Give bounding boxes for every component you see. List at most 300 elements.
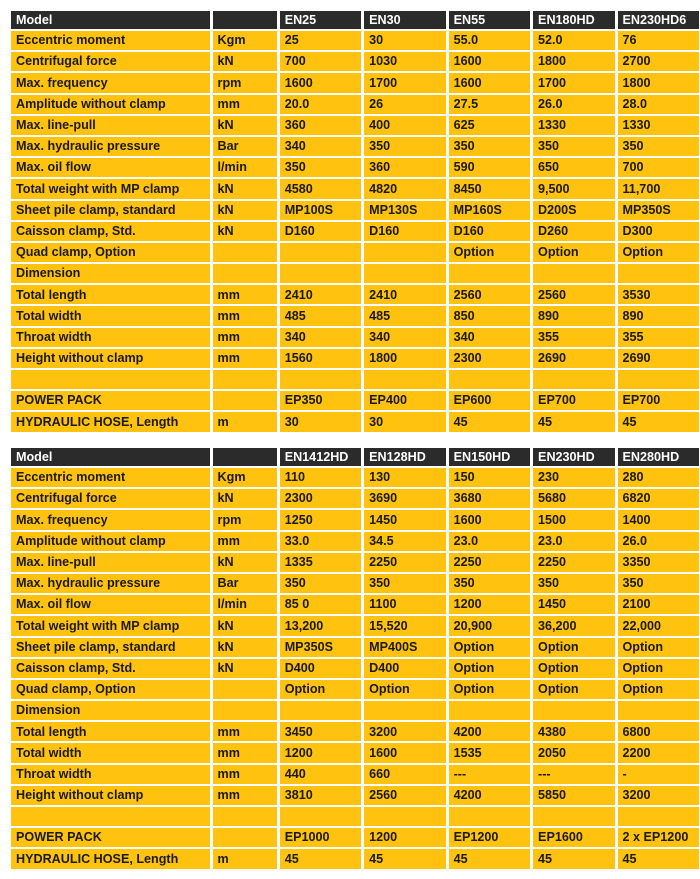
row-value: Option (449, 638, 530, 657)
header-model-name: EN150HD (449, 448, 530, 466)
row-value: 52.0 (533, 31, 614, 50)
row-unit: kN (213, 616, 277, 635)
row-value: 2560 (449, 285, 530, 304)
header-unit-cell (213, 11, 277, 29)
row-label: Caisson clamp, Std. (11, 659, 210, 678)
row-label (11, 370, 210, 389)
row-value: 3200 (364, 722, 445, 741)
row-label: Max. line-pull (11, 116, 210, 135)
row-value: 3450 (280, 722, 361, 741)
header-row (11, 448, 699, 466)
row-value: 1030 (364, 52, 445, 71)
row-unit (213, 680, 277, 699)
table-row (11, 179, 699, 198)
row-value: D300 (618, 222, 700, 241)
row-value: 1560 (280, 349, 361, 368)
row-value: 2700 (618, 52, 700, 71)
row-value: 4200 (449, 722, 530, 741)
row-value: Option (533, 680, 614, 699)
header-model-name: EN230HD (533, 448, 614, 466)
row-value: 45 (618, 412, 700, 431)
row-value: 26.0 (618, 532, 700, 551)
row-value: EP1000 (280, 828, 361, 847)
row-value: 485 (280, 306, 361, 325)
header-model-name: EN25 (280, 11, 361, 29)
row-value: 8450 (449, 179, 530, 198)
row-value (618, 807, 700, 826)
spec-table-1 (8, 9, 700, 434)
table-row (11, 158, 699, 177)
table-row (11, 680, 699, 699)
row-value: 350 (618, 574, 700, 593)
row-value: 1200 (280, 743, 361, 762)
row-value: EP400 (364, 391, 445, 410)
table-row (11, 701, 699, 720)
row-value: 22,000 (618, 616, 700, 635)
row-value: 440 (280, 765, 361, 784)
row-value: 350 (618, 137, 700, 156)
row-value: 2250 (533, 553, 614, 572)
row-value: 150 (449, 468, 530, 487)
row-label: Quad clamp, Option (11, 680, 210, 699)
row-value: 45 (618, 849, 700, 868)
row-value: 1600 (280, 73, 361, 92)
row-value: 350 (364, 574, 445, 593)
table-row (11, 31, 699, 50)
row-unit: l/min (213, 595, 277, 614)
row-label: Max. oil flow (11, 158, 210, 177)
row-value: 6820 (618, 489, 700, 508)
row-value: 1800 (618, 73, 700, 92)
row-label: Total length (11, 722, 210, 741)
row-value: 1800 (364, 349, 445, 368)
row-value: 45 (449, 412, 530, 431)
row-unit: rpm (213, 73, 277, 92)
row-value: 23.0 (533, 532, 614, 551)
row-value: 3810 (280, 786, 361, 805)
table-row (11, 532, 699, 551)
row-unit: kN (213, 116, 277, 135)
row-value: 20.0 (280, 95, 361, 114)
row-value: 2560 (364, 786, 445, 805)
row-value: 3530 (618, 285, 700, 304)
table-row (11, 95, 699, 114)
row-value: 890 (618, 306, 700, 325)
row-unit: kN (213, 222, 277, 241)
row-label: Eccentric moment (11, 31, 210, 50)
row-value: 5850 (533, 786, 614, 805)
row-value: 350 (533, 137, 614, 156)
row-value: 350 (449, 137, 530, 156)
row-value: 360 (280, 116, 361, 135)
row-value: 2250 (364, 553, 445, 572)
row-unit: kN (213, 489, 277, 508)
row-unit: kN (213, 52, 277, 71)
row-value: 45 (280, 849, 361, 868)
row-label: Max. frequency (11, 73, 210, 92)
row-value: 660 (364, 765, 445, 784)
row-value: 1450 (533, 595, 614, 614)
row-value: 1330 (618, 116, 700, 135)
row-unit: Bar (213, 137, 277, 156)
row-value: 3690 (364, 489, 445, 508)
row-value: 650 (533, 158, 614, 177)
table-row (11, 306, 699, 325)
row-value: 1700 (533, 73, 614, 92)
table-row (11, 722, 699, 741)
row-value: Option (364, 680, 445, 699)
row-label: HYDRAULIC HOSE, Length (11, 849, 210, 868)
row-value: 2200 (618, 743, 700, 762)
row-value: Option (449, 680, 530, 699)
row-value: 350 (364, 137, 445, 156)
row-unit: mm (213, 328, 277, 347)
row-unit: m (213, 849, 277, 868)
row-unit: mm (213, 722, 277, 741)
row-value: Option (618, 243, 700, 262)
row-value: 1500 (533, 510, 614, 529)
row-label: Max. line-pull (11, 553, 210, 572)
header-model-name: EN128HD (364, 448, 445, 466)
row-value: 2690 (533, 349, 614, 368)
row-value (618, 370, 700, 389)
table-row (11, 574, 699, 593)
table-row (11, 468, 699, 487)
row-value: 30 (280, 412, 361, 431)
table-row (11, 391, 699, 410)
row-value: Option (533, 638, 614, 657)
row-value: 350 (280, 158, 361, 177)
row-value: 485 (364, 306, 445, 325)
header-row (11, 11, 699, 29)
header-model-name: EN280HD (618, 448, 700, 466)
table-row (11, 370, 699, 389)
row-label: Total weight with MP clamp (11, 179, 210, 198)
row-value: 340 (449, 328, 530, 347)
row-unit: kN (213, 179, 277, 198)
row-value: 55.0 (449, 31, 530, 50)
row-label: Max. oil flow (11, 595, 210, 614)
row-value: 700 (280, 52, 361, 71)
row-value (280, 701, 361, 720)
row-label: POWER PACK (11, 828, 210, 847)
row-value: 2300 (449, 349, 530, 368)
row-unit (213, 243, 277, 262)
row-value: 230 (533, 468, 614, 487)
row-value: 400 (364, 116, 445, 135)
table-row (11, 489, 699, 508)
row-value: 3200 (618, 786, 700, 805)
row-value: EP700 (533, 391, 614, 410)
row-value: 1600 (364, 743, 445, 762)
header-model-name: EN1412HD (280, 448, 361, 466)
table-row (11, 638, 699, 657)
row-value: 6800 (618, 722, 700, 741)
row-label: Max. hydraulic pressure (11, 574, 210, 593)
row-label: Amplitude without clamp (11, 95, 210, 114)
table-row (11, 786, 699, 805)
row-value: 350 (449, 574, 530, 593)
row-value: 1200 (364, 828, 445, 847)
row-value: 1250 (280, 510, 361, 529)
row-value: 2690 (618, 349, 700, 368)
row-value (280, 243, 361, 262)
spec-table-2 (8, 446, 700, 871)
row-value: EP1600 (533, 828, 614, 847)
row-value: Option (280, 680, 361, 699)
row-value: 2100 (618, 595, 700, 614)
row-value (618, 264, 700, 283)
row-value: 4580 (280, 179, 361, 198)
row-value: 1700 (364, 73, 445, 92)
row-value: 340 (280, 328, 361, 347)
row-value: D260 (533, 222, 614, 241)
row-value: 2410 (364, 285, 445, 304)
row-value: --- (449, 765, 530, 784)
row-unit: kN (213, 659, 277, 678)
row-value: D160 (364, 222, 445, 241)
row-unit: rpm (213, 510, 277, 529)
row-value (449, 264, 530, 283)
row-label: Sheet pile clamp, standard (11, 201, 210, 220)
row-value (280, 264, 361, 283)
table-row (11, 116, 699, 135)
row-value: 2410 (280, 285, 361, 304)
row-unit (213, 701, 277, 720)
row-value (449, 807, 530, 826)
row-value (364, 701, 445, 720)
table-row (11, 807, 699, 826)
row-label: Centrifugal force (11, 489, 210, 508)
row-value (449, 370, 530, 389)
row-value: 13,200 (280, 616, 361, 635)
table-row (11, 659, 699, 678)
row-unit: Bar (213, 574, 277, 593)
row-value: 20,900 (449, 616, 530, 635)
row-value: 28.0 (618, 95, 700, 114)
row-value (364, 807, 445, 826)
row-value: 27.5 (449, 95, 530, 114)
row-value: 890 (533, 306, 614, 325)
header-model-name: EN230HD6 (618, 11, 700, 29)
row-label: Throat width (11, 765, 210, 784)
table-row (11, 243, 699, 262)
row-value: 34.5 (364, 532, 445, 551)
row-unit: kN (213, 201, 277, 220)
row-label: Height without clamp (11, 786, 210, 805)
row-value (364, 370, 445, 389)
row-value: EP700 (618, 391, 700, 410)
table-row (11, 349, 699, 368)
row-unit: mm (213, 786, 277, 805)
row-value: 1100 (364, 595, 445, 614)
row-value: 2250 (449, 553, 530, 572)
row-value: 9,500 (533, 179, 614, 198)
row-label: Amplitude without clamp (11, 532, 210, 551)
row-label: Caisson clamp, Std. (11, 222, 210, 241)
row-value: 85 0 (280, 595, 361, 614)
row-value: 355 (533, 328, 614, 347)
row-label: Dimension (11, 264, 210, 283)
row-value: EP1200 (449, 828, 530, 847)
header-model-name: EN55 (449, 11, 530, 29)
row-unit (213, 807, 277, 826)
header-model-name: EN180HD (533, 11, 614, 29)
row-value: 2560 (533, 285, 614, 304)
row-value: D160 (449, 222, 530, 241)
table-row (11, 412, 699, 431)
row-unit: mm (213, 532, 277, 551)
row-value: 45 (449, 849, 530, 868)
table-row (11, 52, 699, 71)
row-value: 4200 (449, 786, 530, 805)
row-value: 130 (364, 468, 445, 487)
row-label: Total width (11, 743, 210, 762)
row-unit: Kgm (213, 31, 277, 50)
row-value (533, 701, 614, 720)
row-value: Option (618, 638, 700, 657)
row-value: 30 (364, 31, 445, 50)
row-value (533, 264, 614, 283)
row-value: MP350S (280, 638, 361, 657)
row-unit: mm (213, 765, 277, 784)
table-row (11, 553, 699, 572)
row-label: Centrifugal force (11, 52, 210, 71)
header-model-label: Model (11, 11, 210, 29)
row-label (11, 807, 210, 826)
table-row (11, 201, 699, 220)
row-label: Total weight with MP clamp (11, 616, 210, 635)
row-label: Quad clamp, Option (11, 243, 210, 262)
row-value: 850 (449, 306, 530, 325)
row-value: --- (533, 765, 614, 784)
row-value: 340 (364, 328, 445, 347)
row-label: Dimension (11, 701, 210, 720)
table-row (11, 285, 699, 304)
row-value: 26 (364, 95, 445, 114)
row-value: 1600 (449, 73, 530, 92)
row-value: 350 (280, 574, 361, 593)
row-value: Option (533, 243, 614, 262)
row-value: 45 (533, 412, 614, 431)
table-row (11, 743, 699, 762)
header-model-label: Model (11, 448, 210, 466)
row-value: 1200 (449, 595, 530, 614)
table-row (11, 616, 699, 635)
row-value: 625 (449, 116, 530, 135)
row-value: - (618, 765, 700, 784)
row-value: 340 (280, 137, 361, 156)
row-value (618, 701, 700, 720)
table-row (11, 73, 699, 92)
row-value: 15,520 (364, 616, 445, 635)
row-unit: mm (213, 306, 277, 325)
row-value: MP350S (618, 201, 700, 220)
row-value: 30 (364, 412, 445, 431)
row-value: 2300 (280, 489, 361, 508)
row-value: 1330 (533, 116, 614, 135)
row-value: 11,700 (618, 179, 700, 198)
row-label: Throat width (11, 328, 210, 347)
row-value (533, 807, 614, 826)
row-unit (213, 828, 277, 847)
row-value: 23.0 (449, 532, 530, 551)
row-value: 4820 (364, 179, 445, 198)
row-value: MP400S (364, 638, 445, 657)
table-row (11, 264, 699, 283)
row-label: Total length (11, 285, 210, 304)
row-value: 3350 (618, 553, 700, 572)
row-value: 110 (280, 468, 361, 487)
table-row (11, 828, 699, 847)
row-value: 1800 (533, 52, 614, 71)
row-value: 280 (618, 468, 700, 487)
row-unit: kN (213, 553, 277, 572)
row-unit (213, 264, 277, 283)
table-row (11, 849, 699, 868)
row-value: Option (533, 659, 614, 678)
row-value: D400 (280, 659, 361, 678)
row-value: EP600 (449, 391, 530, 410)
row-value: 45 (364, 849, 445, 868)
row-label: Max. frequency (11, 510, 210, 529)
row-value: 2 x EP1200 (618, 828, 700, 847)
row-value: 3680 (449, 489, 530, 508)
row-value: 4380 (533, 722, 614, 741)
row-value: 360 (364, 158, 445, 177)
row-value: 1450 (364, 510, 445, 529)
row-label: Eccentric moment (11, 468, 210, 487)
row-value: 355 (618, 328, 700, 347)
table-row (11, 595, 699, 614)
row-value (449, 701, 530, 720)
row-value: EP350 (280, 391, 361, 410)
row-unit: Kgm (213, 468, 277, 487)
row-value (364, 243, 445, 262)
row-value: Option (618, 680, 700, 699)
row-unit: mm (213, 743, 277, 762)
row-value: 5680 (533, 489, 614, 508)
row-value: 25 (280, 31, 361, 50)
row-value (280, 807, 361, 826)
row-value: 36,200 (533, 616, 614, 635)
row-value: 33.0 (280, 532, 361, 551)
row-label: Total width (11, 306, 210, 325)
table-row (11, 510, 699, 529)
row-value: D400 (364, 659, 445, 678)
row-value: 76 (618, 31, 700, 50)
row-value: 1600 (449, 510, 530, 529)
row-label: POWER PACK (11, 391, 210, 410)
row-value: 700 (618, 158, 700, 177)
row-unit: mm (213, 349, 277, 368)
row-value: 26.0 (533, 95, 614, 114)
row-label: Max. hydraulic pressure (11, 137, 210, 156)
row-value: Option (449, 243, 530, 262)
row-value (280, 370, 361, 389)
row-value: D160 (280, 222, 361, 241)
table-row (11, 222, 699, 241)
row-value (364, 264, 445, 283)
row-value: Option (449, 659, 530, 678)
row-value: 590 (449, 158, 530, 177)
row-label: Sheet pile clamp, standard (11, 638, 210, 657)
table-row (11, 328, 699, 347)
row-value: D200S (533, 201, 614, 220)
table-row (11, 765, 699, 784)
row-value: 45 (533, 849, 614, 868)
row-value: 1400 (618, 510, 700, 529)
